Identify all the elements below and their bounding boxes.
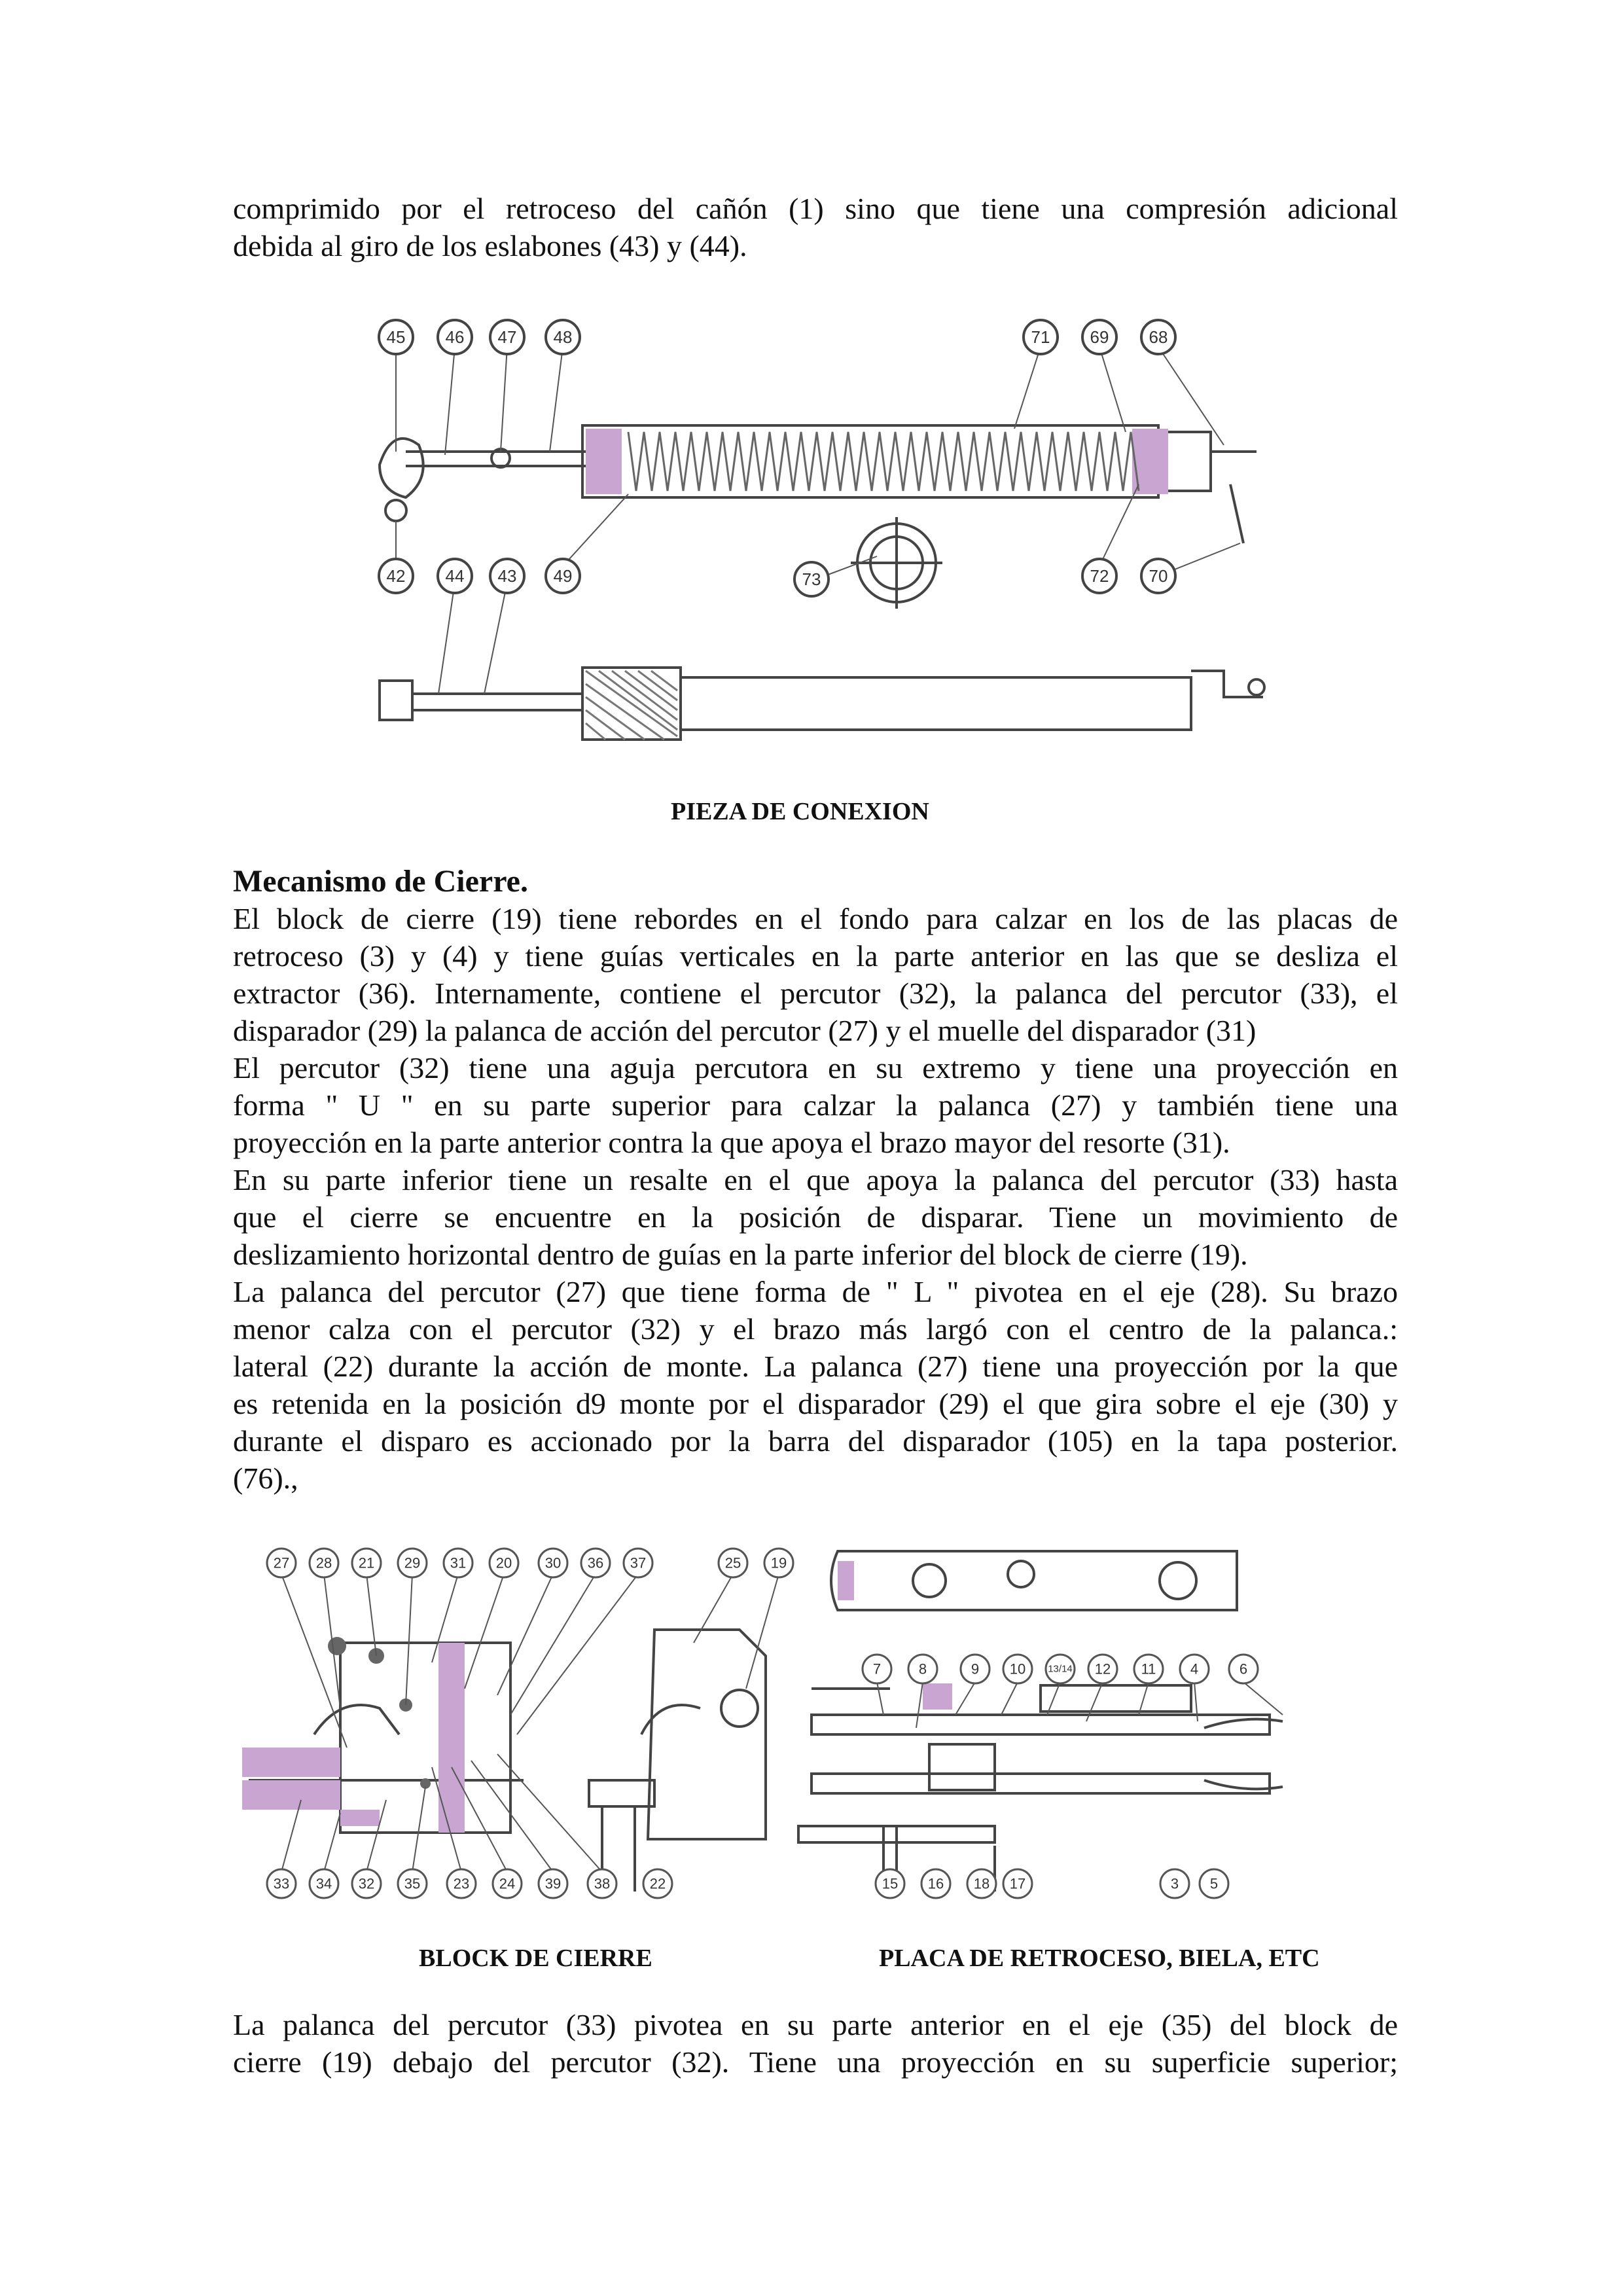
figure-label: 45: [386, 327, 406, 347]
text-line: comprimido por el retroceso del cañón (1) sino que tiene una compresión adicional: [233, 192, 1398, 225]
figure-label: 23: [453, 1875, 470, 1892]
figure-label: 12: [1094, 1660, 1111, 1677]
figure-label: 48: [553, 327, 573, 347]
figure-label: 27: [273, 1554, 290, 1571]
pieza-de-conexion-figure: [353, 301, 1283, 798]
text-line: El percutor (32) tiene una aguja percutora en su extremo y tiene una proyección en: [233, 1051, 1398, 1085]
section-heading: Mecanismo de Cierre.: [233, 864, 528, 899]
text-line: retroceso (3) y (4) y tiene guías verticales en la parte anterior en las que se desliza el: [233, 939, 1398, 973]
figure-label: 31: [450, 1554, 467, 1571]
top-paragraph: [233, 190, 1398, 264]
figure-label: 20: [495, 1554, 512, 1571]
figure-label: 38: [594, 1875, 611, 1892]
text-line: extractor (36). Internamente, contiene el percutor (32), la palanca del percutor (33), el: [233, 977, 1398, 1010]
figure-caption-placa: PLACA DE RETROCESO, BIELA, ETC: [879, 1945, 1320, 1972]
figure-label: 6: [1239, 1660, 1248, 1677]
figure-label: 49: [553, 566, 573, 586]
figure-label: 42: [386, 566, 406, 586]
text-line: que el cierre se encuentre en la posición de disparar. Tiene un movimiento de: [233, 1200, 1398, 1234]
figure-label: 34: [315, 1875, 332, 1892]
figure-label: 29: [404, 1554, 421, 1571]
text-line: En su parte inferior tiene un resalte en el que apoya la palanca del percutor (33) hasta: [233, 1163, 1398, 1196]
figure-label: 44: [445, 566, 465, 586]
bottom-paragraph: [233, 2006, 1398, 2081]
block-de-cierre-figure: [236, 1538, 1623, 1911]
text-line: El block de cierre (19) tiene rebordes en el fondo para calzar en los de las placas de: [233, 902, 1398, 935]
figure-label: 4: [1190, 1660, 1199, 1677]
figure-label: 47: [497, 327, 517, 347]
figure-label: 33: [273, 1875, 290, 1892]
figure-label: 7: [872, 1660, 882, 1677]
figure-label: 15: [882, 1875, 899, 1892]
figure-label: 13/14: [1048, 1663, 1073, 1675]
figure-label: 71: [1031, 327, 1050, 347]
text-line: La palanca del percutor (33) pivotea en su parte anterior en el eje (35) del block de: [233, 2008, 1398, 2041]
text-line: proyección en la parte anterior contra la que apoya el brazo mayor del resorte (31).: [233, 1126, 1230, 1159]
text-line: debida al giro de los eslabones (43) y (44).: [233, 229, 747, 262]
text-line: menor calza con el percutor (32) y el brazo más largó con el centro de la palanca.:: [233, 1312, 1398, 1346]
figure-caption-pieza: PIEZA DE CONEXION: [671, 798, 929, 825]
figure-label: 18: [973, 1875, 990, 1892]
section-body: [233, 900, 1398, 1497]
figure-label: 9: [971, 1660, 980, 1677]
text-line: deslizamiento horizontal dentro de guías en la parte inferior del block de cierre (19).: [233, 1238, 1248, 1271]
figure-label: 69: [1090, 327, 1109, 347]
figure-label: 25: [724, 1554, 741, 1571]
figure-label: 11: [1141, 1660, 1156, 1677]
figure-label: 10: [1009, 1660, 1026, 1677]
figure-label: 72: [1090, 566, 1109, 586]
figure-label: 46: [445, 327, 465, 347]
figure-label: 17: [1009, 1875, 1026, 1892]
figure-label: 37: [630, 1554, 647, 1571]
text-line: disparador (29) la palanca de acción del percutor (27) y el muelle del disparador (31): [233, 1014, 1257, 1047]
text-line: forma " U " en su parte superior para calzar la palanca (27) y también tiene una: [233, 1088, 1398, 1122]
figure-label: 8: [918, 1660, 927, 1677]
figure-label: 30: [544, 1554, 562, 1571]
figure-label: 70: [1149, 566, 1168, 586]
text-line: es retenida en la posición d9 monte por el disparador (29) el que gira sobre el eje (30) y: [233, 1387, 1398, 1420]
figure-label: 73: [802, 569, 821, 589]
figure-label: 32: [358, 1875, 375, 1892]
figure-label: 43: [497, 566, 517, 586]
text-line: lateral (22) durante la acción de monte. La palanca (27) tiene una proyección por la que: [233, 1350, 1398, 1383]
figure-label: 5: [1209, 1875, 1219, 1892]
figure-caption-block: BLOCK DE CIERRE: [419, 1945, 652, 1972]
text-line: (76).,: [233, 1462, 298, 1495]
figure-label: 24: [499, 1875, 516, 1892]
figure-label: 39: [544, 1875, 562, 1892]
figure-label: 16: [927, 1875, 944, 1892]
figure-label: 22: [649, 1875, 666, 1892]
figure-label: 19: [770, 1554, 787, 1571]
figure-label: 28: [315, 1554, 332, 1571]
figure-label: 36: [587, 1554, 604, 1571]
figure-label: 68: [1149, 327, 1168, 347]
text-line: cierre (19) debajo del percutor (32). Tiene una proyección en su superficie superior;: [233, 2045, 1398, 2079]
text-line: durante el disparo es accionado por la barra del disparador (105) en la tapa posterior.: [233, 1424, 1398, 1458]
figure-label: 35: [404, 1875, 421, 1892]
figure-label: 21: [358, 1554, 375, 1571]
figure-label: 3: [1170, 1875, 1179, 1892]
text-line: La palanca del percutor (27) que tiene forma de " L " pivotea en el eje (28). Su brazo: [233, 1275, 1398, 1308]
